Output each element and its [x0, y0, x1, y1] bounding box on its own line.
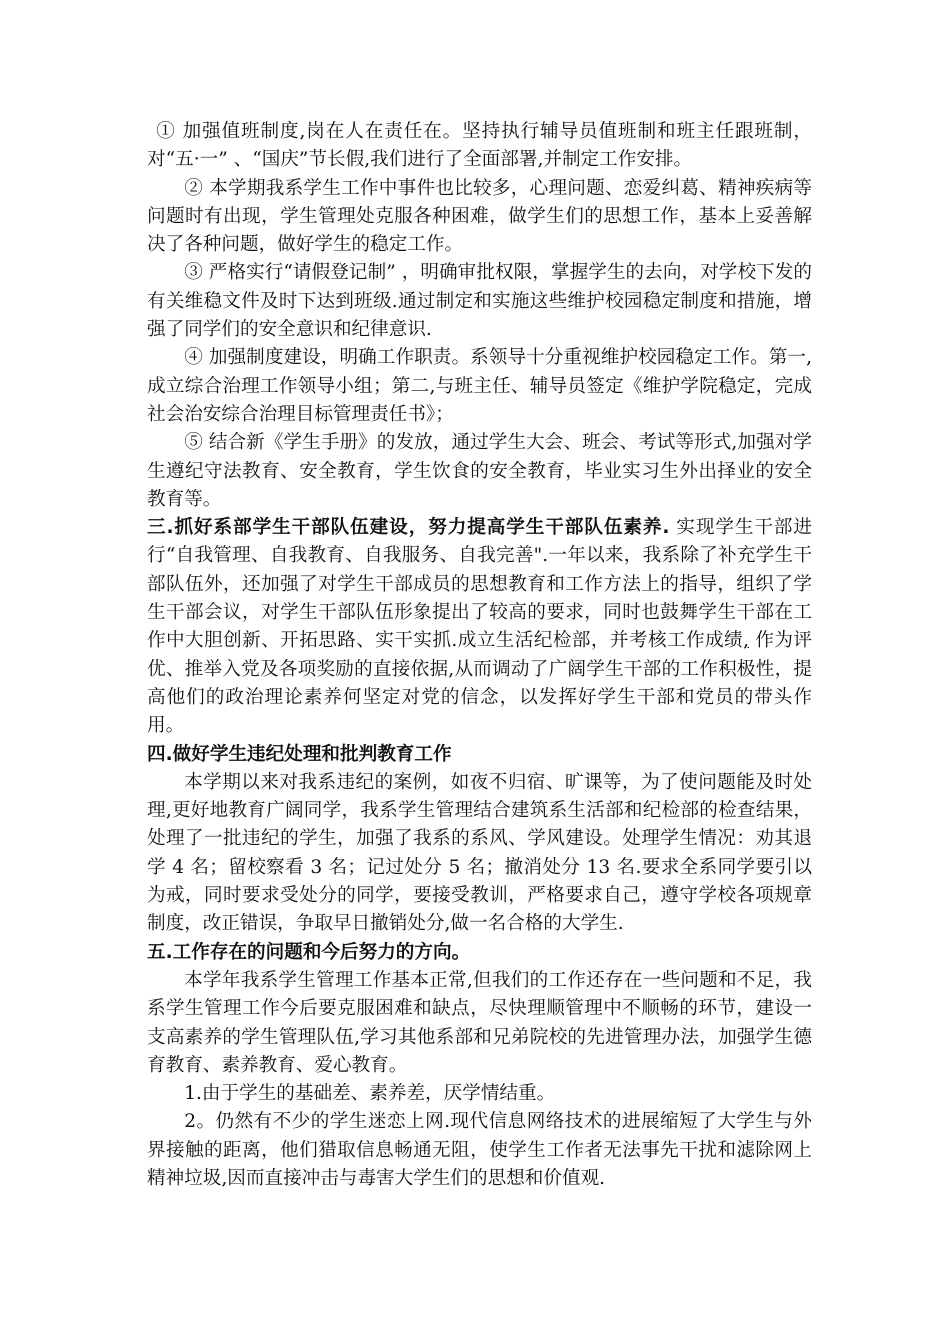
item-4-system-building: ④ 加强制度建设，明确工作职责。系领导十分重视维护校园稳定工作。第一,成立综合治理工作领导小组；第二,与班主任、辅导员签定《维护学院稳定，完成社会治安综合治理目标管理责任书》； [147, 347, 812, 425]
item-1-duty-system: ① 加强值班制度,岗在人在责任在。坚持执行辅导员值班制和班主任跟班制，对“五·一” 、“国庆”节长假,我们进行了全面部署,并制定工作安排。 [147, 121, 812, 171]
section-3-underlined-mark: , [743, 630, 749, 652]
section-4-heading: 四.做好学生违纪处理和批判教育工作 [147, 743, 452, 765]
section-3-paragraph [147, 514, 812, 740]
section-3-heading: 三.抓好系部学生干部队伍建设，努力提高学生干部队伍素养. [147, 517, 670, 539]
section-3-body-part2: 作为评优、推举入党及各项奖励的直接依据,从而调动了广阔学生干部的工作积极性，提高他们的政治理论素养何坚定对党的信念，以发挥好学生干部和党员的带头作用。 [147, 630, 812, 737]
section-3-body-part1: 实现学生干部进行“自我管理、自我教育、自我服务、自我完善".一年以来，我系除了补充学生干部队伍外，还加强了对学生干部成员的思想教育和工作方法上的指导，组织了学生干部会议，对学生干部队伍形象提出了较高的要求，同时也鼓舞学生干部在工作中大胆创新、开拓思路、实干实抓.成立生活纪检部，并考核工作成绩 [147, 517, 812, 652]
section-5-heading: 五.工作存在的问题和今后努力的方向。 [147, 941, 471, 963]
item-2-student-incidents: ② 本学期我系学生工作中事件也比较多，心理问题、恋爱纠葛、精神疾病等问题时有出现，学生管理处克服各种困难，做学生们的思想工作，基本上妥善解决了各种问题，做好学生的稳定工作。 [147, 177, 812, 256]
section-5-body: 本学年我系学生管理工作基本正常,但我们的工作还存在一些问题和不足，我系学生管理工作今后要克服困难和缺点，尽快理顺管理中不顺畅的环节，建设一支高素养的学生管理队伍,学习其他系部和兄弟院校的先进管理办法，加强学生德育教育、素养教育、爱心教育。 [147, 969, 812, 1076]
section-5-point-1: 1.由于学生的基础差、素养差，厌学情结重。 [184, 1083, 556, 1105]
document-page [147, 118, 812, 1193]
item-3-leave-registration: ③ 严格实行“请假登记制” ，明确审批权限，掌握学生的去向，对学校下发的有关维稳文件及时下达到班级.通过制定和实施这些维护校园稳定制度和措施，增强了同学们的安全意识和纪律意识. [147, 262, 812, 341]
section-4-body: 本学期以来对我系违纪的案例，如夜不归宿、旷课等，为了使问题能及时处理,更好地教育广阔同学，我系学生管理结合建筑系生活部和纪检部的检查结果，处理了一批违纪的学生，加强了我系的系风、学风建设。处理学生情况：劝其退学 4 名；留校察看 3 名；记过处分 5 名；撤消处分 13 名.要求全系同学要引以为戒，同时要求受处分的同学，要接受教训，严格要求自己，遵守学校各项规章制度，改正错误，争取早日撤销处分,做一名合格的大学生. [147, 771, 812, 935]
item-5-student-handbook: ⑤ 结合新《学生手册》的发放，通过学生大会、班会、考试等形式,加强对学生遵纪守法教育、安全教育，学生饮食的安全教育，毕业实习生外出择业的安全教育等。 [147, 432, 812, 510]
section-5-point-2: 2。仍然有不少的学生迷恋上网.现代信息网络技术的进展缩短了大学生与外界接触的距离，他们猎取信息畅通无阻，使学生工作者无法事先干扰和滤除网上精神垃圾,因而直接冲击与毒害大学生们的思想和价值观. [147, 1111, 812, 1189]
